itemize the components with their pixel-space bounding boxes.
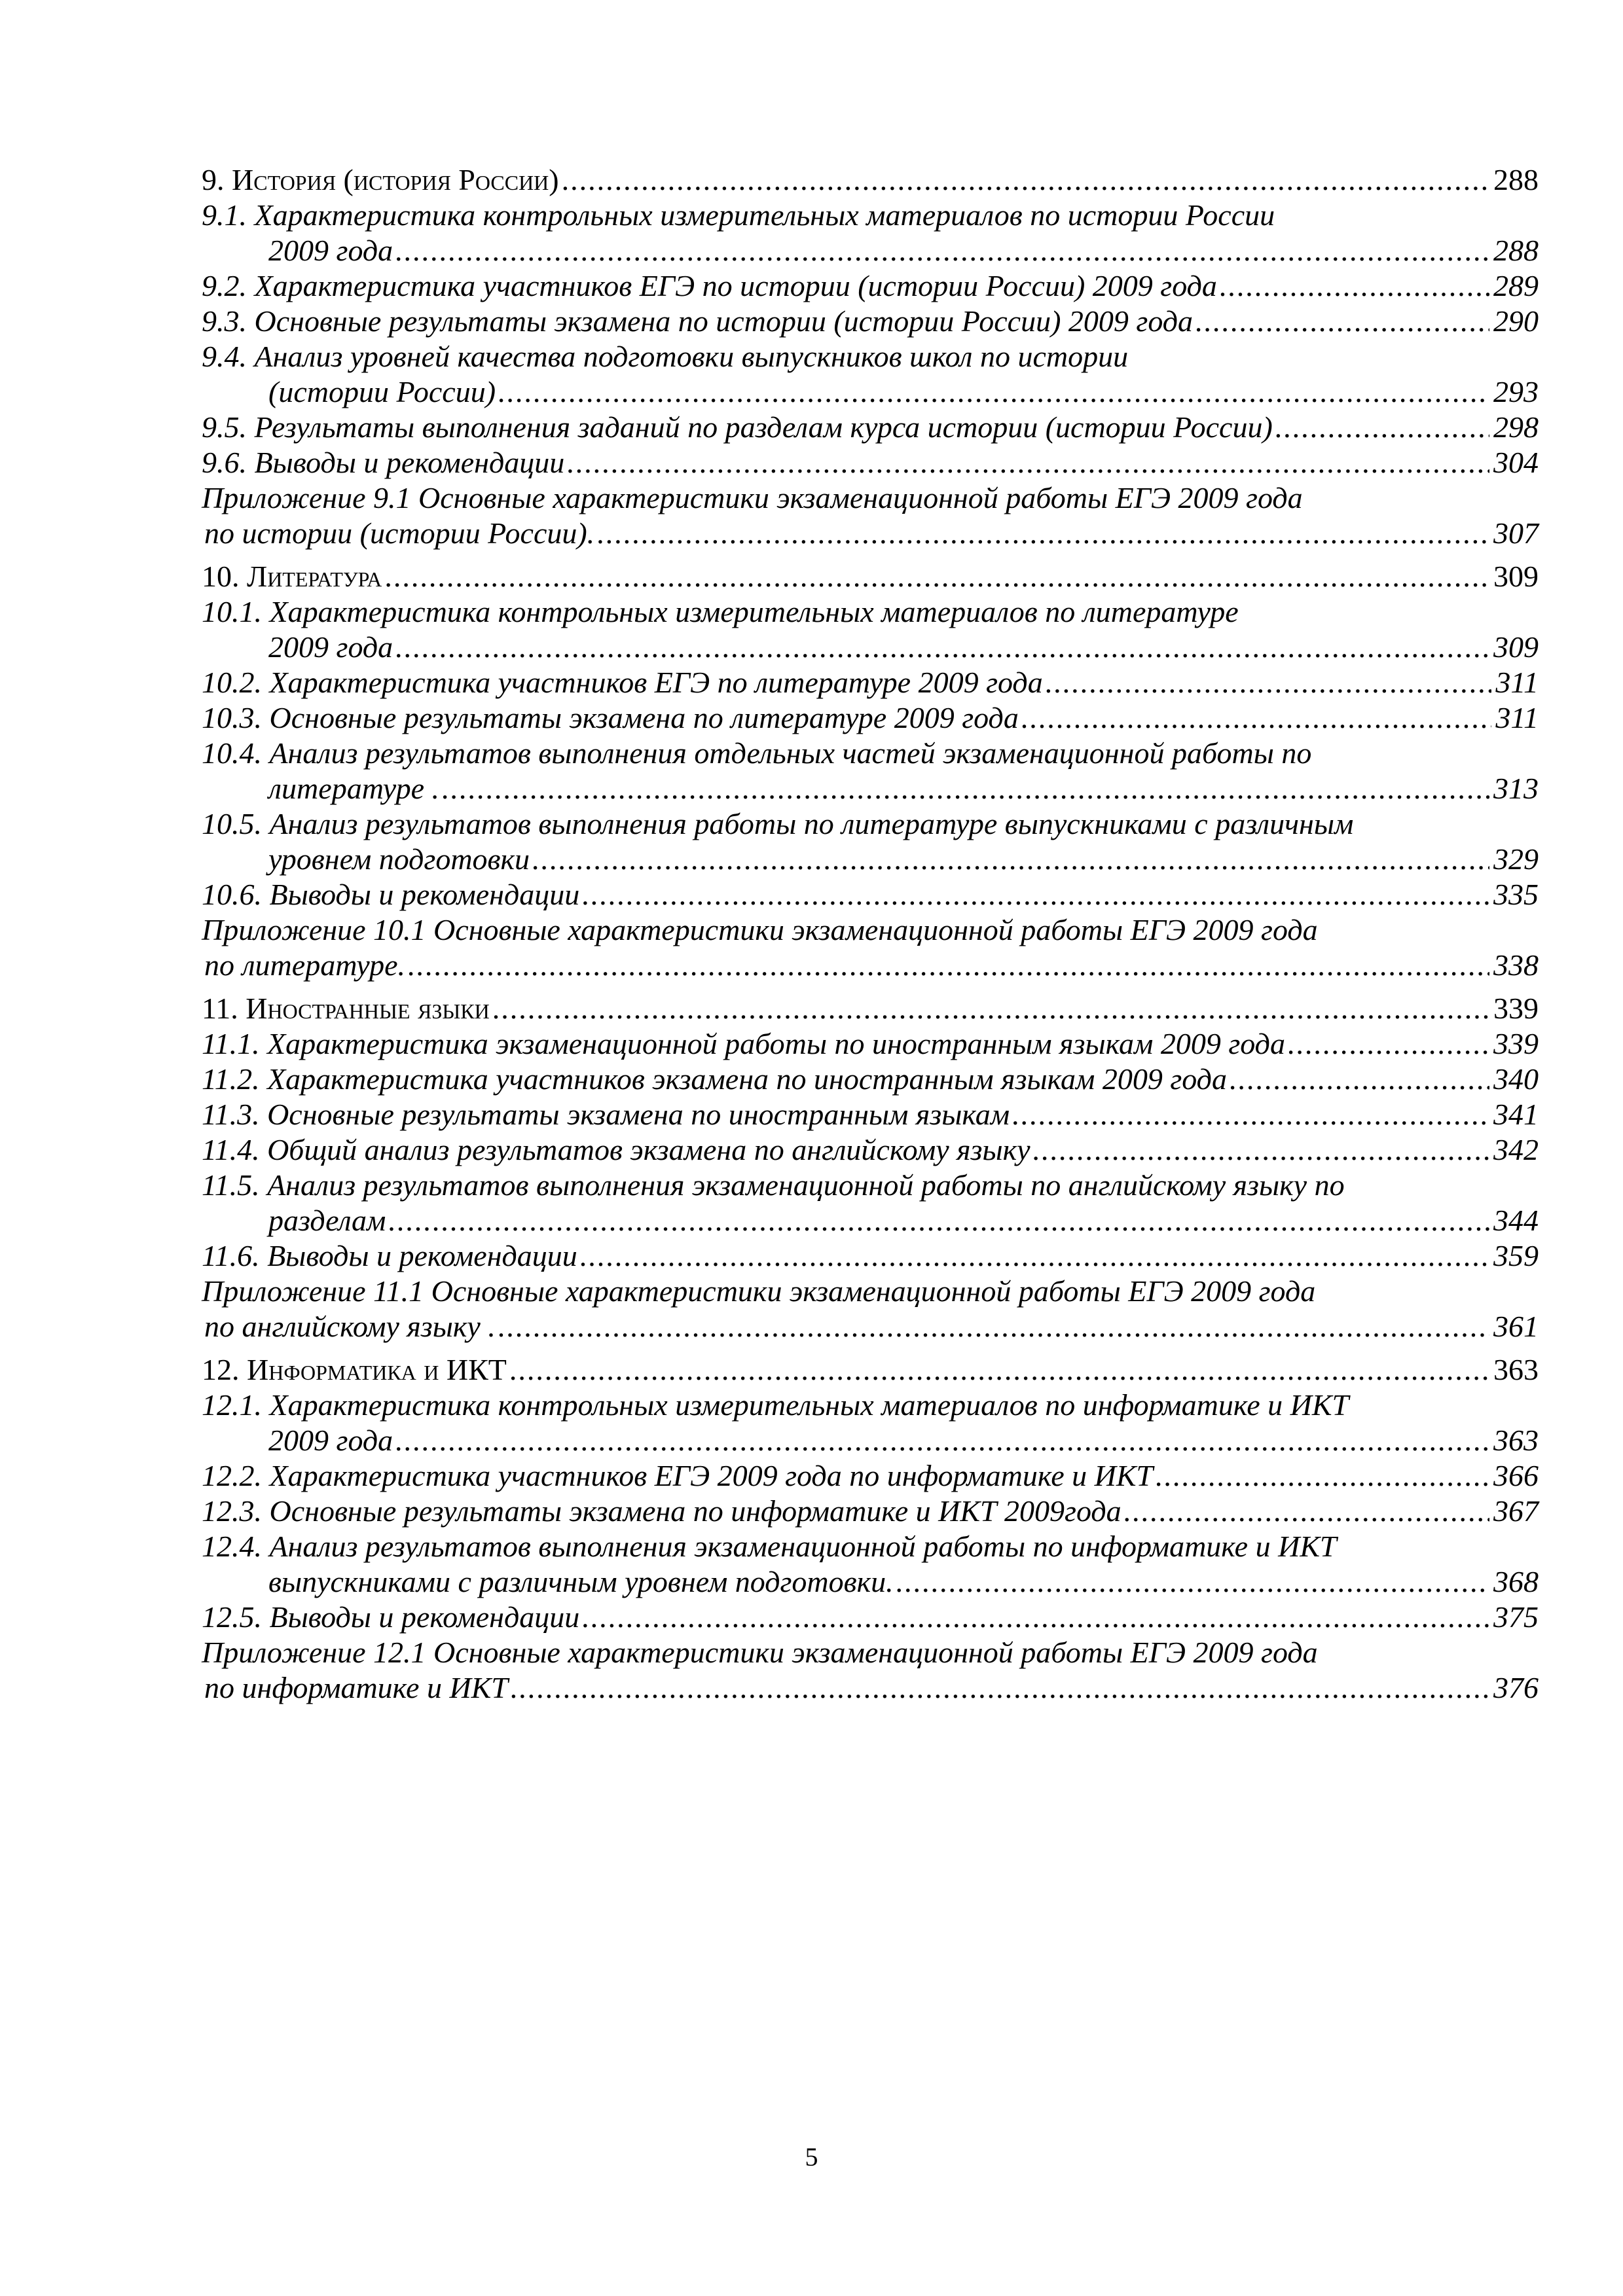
toc-entry-text: 11.4. Общий анализ результатов экзамена по английскому языку [202,1133,1030,1166]
toc-entry-line [202,198,1539,233]
toc-page-number: 375 [1493,1600,1539,1634]
dot-leader [395,233,1489,268]
toc-entry-text: 10.6. Выводы и рекомендации [202,878,580,911]
dot-leader [1021,700,1492,736]
toc-entry-line [202,1388,1539,1423]
toc-page-number: 311 [1495,701,1539,734]
dot-leader [408,948,1489,983]
toc-entry-text: 9.2. Характеристика участников ЕГЭ по истории (истории России) 2009 года [202,269,1217,302]
toc-entry-text: 9.6. Выводы и рекомендации [202,446,565,479]
toc-section-title: 9. История (история России) [202,163,559,196]
toc-entry-text: литературе . [268,772,439,805]
dot-leader [567,445,1489,480]
toc-entry-line [202,445,1539,480]
toc-entry-line [202,374,1539,410]
toc-entry-line [202,1564,1539,1600]
toc-appendix-entry[interactable] [202,912,1539,983]
toc-entry-text: 11.2. Характеристика участников экзамена по иностранным языкам 2009 года [202,1062,1227,1096]
toc-subsection-entry[interactable] [202,1529,1539,1600]
dot-leader [597,516,1489,551]
toc-section-title: 11. Иностранные языки [202,992,490,1025]
toc-page-number: 288 [1493,234,1539,267]
toc-page-number: 290 [1493,304,1539,338]
toc-subsection-entry[interactable] [202,1026,1539,1062]
toc-page-number: 339 [1493,992,1539,1025]
toc-subsection-entry[interactable] [202,1168,1539,1238]
toc-subsection-entry[interactable] [202,594,1539,665]
toc-section [202,991,1539,1344]
toc-entry-text: 9.5. Результаты выполнения заданий по разделам курса истории (истории России) [202,410,1273,444]
toc-page-number: 307 [1493,516,1539,550]
toc-entry-line [202,630,1539,665]
toc-entry-text: 12.1. Характеристика контрольных измерительных материалов по информатике и ИКТ [202,1388,1349,1422]
toc-entry-line [202,1670,1539,1706]
toc-page-number: 289 [1493,269,1539,302]
toc-appendix-entry[interactable] [202,480,1539,551]
toc-section-heading[interactable] [202,991,1539,1026]
toc-entry-line [202,1026,1539,1062]
toc-subsection-entry[interactable] [202,700,1539,736]
toc-entry-text: 12.3. Основные результаты экзамена по информатике и ИКТ 2009года [202,1494,1122,1528]
dot-leader [1156,1458,1489,1494]
toc-entry-text: 12.2. Характеристика участников ЕГЭ 2009 года по информатике и ИКТ [202,1459,1153,1492]
toc-entry-line [202,700,1539,736]
toc-subsection-entry[interactable] [202,665,1539,700]
toc-subsection-entry[interactable] [202,1238,1539,1274]
toc-page-number: 363 [1493,1353,1539,1386]
dot-leader [1230,1062,1489,1097]
toc-entry-line [202,912,1539,948]
toc-entry-line [202,516,1539,551]
dot-leader [896,1564,1489,1600]
toc-entry-line [202,1168,1539,1203]
toc-entry-line [202,736,1539,771]
toc-subsection-entry[interactable] [202,1097,1539,1132]
toc-entry-text: по литературе. [204,948,405,982]
toc-entry-text: 2009 года [268,234,393,267]
toc-subsection-entry[interactable] [202,410,1539,445]
dot-leader [1220,268,1489,304]
toc-page-number: 344 [1493,1204,1539,1237]
dot-leader [1288,1026,1489,1062]
toc-entry-line [202,665,1539,700]
toc-section-heading[interactable] [202,1352,1539,1388]
dot-leader [582,877,1489,912]
dot-leader [562,162,1489,198]
toc-section-heading[interactable] [202,559,1539,594]
toc-entry-line [202,1097,1539,1132]
toc-entry-text: 12.5. Выводы и рекомендации [202,1600,580,1634]
toc-entry-text: Приложение 12.1 Основные характеристики экзаменационной работы ЕГЭ 2009 года [202,1636,1318,1669]
toc-subsection-entry[interactable] [202,1458,1539,1494]
toc-entry-line [202,1529,1539,1564]
dot-leader [384,559,1489,594]
dot-leader [395,1423,1489,1458]
toc-entry-line [202,480,1539,516]
toc-section [202,1352,1539,1706]
toc-entry-line [202,1309,1539,1344]
toc-page-number: 309 [1493,630,1539,664]
toc-entry-line [202,1423,1539,1458]
toc-entry-text: 10.3. Основные результаты экзамена по литературе 2009 года [202,701,1019,734]
toc-entry-line [202,1238,1539,1274]
toc-page-number: 298 [1493,410,1539,444]
toc-page-number: 368 [1493,1565,1539,1598]
toc-page-number: 339 [1493,1027,1539,1060]
toc-entry-text: 2009 года [268,630,393,664]
dot-leader [1195,304,1489,339]
toc-subsection-entry[interactable] [202,304,1539,339]
toc-page-number: 340 [1493,1062,1539,1096]
toc-subsection-entry[interactable] [202,1494,1539,1529]
toc-entry-text: 11.5. Анализ результатов выполнения экзаменационной работы по английскому языку по [202,1168,1345,1202]
toc-page-number: 376 [1493,1671,1539,1704]
table-of-contents [202,162,1539,1706]
toc-section-title: 12. Информатика и ИКТ [202,1353,507,1386]
toc-entry-text: 11.6. Выводы и рекомендации [202,1239,577,1272]
toc-page-number: 342 [1493,1133,1539,1166]
toc-appendix-entry[interactable] [202,1635,1539,1706]
dot-leader [442,771,1489,806]
toc-entry-line [202,1635,1539,1670]
toc-entry-line [202,1062,1539,1097]
toc-entry-line [202,1203,1539,1238]
toc-entry-line [202,842,1539,877]
toc-entry-text: 10.2. Характеристика участников ЕГЭ по литературе 2009 года [202,666,1043,699]
toc-section [202,559,1539,983]
toc-subsection-entry[interactable] [202,339,1539,410]
dot-leader [1012,1097,1489,1132]
dot-leader [498,1309,1489,1344]
toc-subsection-entry[interactable] [202,806,1539,877]
toc-section [202,162,1539,551]
toc-entry-line [202,339,1539,374]
dot-leader [498,374,1489,410]
dot-leader [395,630,1489,665]
toc-entry-text: Приложение 9.1 Основные характеристики экзаменационной работы ЕГЭ 2009 года [202,481,1303,514]
toc-page-number: 338 [1493,948,1539,982]
toc-page-number: 366 [1493,1459,1539,1492]
toc-subsection-entry[interactable] [202,198,1539,268]
toc-entry-text: 9.4. Анализ уровней качества подготовки выпускников школ по истории [202,340,1129,373]
toc-entry-line [202,594,1539,630]
toc-entry-text: по информатике и ИКТ [204,1671,508,1704]
dot-leader [1033,1132,1489,1168]
toc-entry-text: 2009 года [268,1424,393,1457]
toc-subsection-entry[interactable] [202,1062,1539,1097]
dot-leader [509,1352,1489,1388]
toc-entry-text: 10.5. Анализ результатов выполнения работы по литературе выпускниками с различным [202,807,1354,840]
dot-leader [492,991,1489,1026]
toc-page-number: 288 [1493,163,1539,196]
page-number: 5 [805,2142,818,2172]
toc-entry-line [202,233,1539,268]
toc-section-heading[interactable] [202,162,1539,198]
toc-entry-line [202,1600,1539,1635]
toc-entry-text: 9.1. Характеристика контрольных измерительных материалов по истории России [202,198,1275,232]
toc-entry-line [202,877,1539,912]
toc-page-number: 363 [1493,1424,1539,1457]
toc-entry-line [202,304,1539,339]
dot-leader [1046,665,1492,700]
toc-entry-text: 10.4. Анализ результатов выполнения отдельных частей экзаменационной работы по [202,736,1312,770]
toc-page-number: 293 [1493,375,1539,408]
toc-entry-line [202,806,1539,842]
toc-entry-line [202,1458,1539,1494]
toc-page-number: 311 [1495,666,1539,699]
toc-entry-line [202,1494,1539,1529]
toc-entry-text: 11.1. Характеристика экзаменационной работы по иностранным языкам 2009 года [202,1027,1285,1060]
toc-page-number: 313 [1493,772,1539,805]
toc-entry-text: выпускниками с различным уровнем подготовки. [268,1565,894,1598]
toc-entry-text: 10.1. Характеристика контрольных измерительных материалов по литературе [202,595,1239,628]
toc-page-number: 341 [1493,1098,1539,1131]
toc-subsection-entry[interactable] [202,1132,1539,1168]
toc-section-title: 10. Литература [202,560,382,593]
toc-subsection-entry[interactable] [202,736,1539,806]
toc-entry-text: 11.3. Основные результаты экзамена по иностранным языкам [202,1098,1010,1131]
toc-entry-text: по английскому языку . [204,1310,496,1343]
toc-entry-text: Приложение 10.1 Основные характеристики экзаменационной работы ЕГЭ 2009 года [202,913,1318,946]
dot-leader [1124,1494,1489,1529]
toc-page-number: 335 [1493,878,1539,911]
toc-page-number: 367 [1493,1494,1539,1528]
toc-entry-text: по истории (истории России). [204,516,595,550]
dot-leader [532,842,1489,877]
toc-entry-line [202,948,1539,983]
toc-page-number: 359 [1493,1239,1539,1272]
toc-subsection-entry[interactable] [202,445,1539,480]
dot-leader [388,1203,1489,1238]
toc-entry-text: разделам [268,1204,386,1237]
toc-page-number: 309 [1493,560,1539,593]
toc-entry-line [202,1274,1539,1309]
toc-entry-text: 12.4. Анализ результатов выполнения экзаменационной работы по информатике и ИКТ [202,1530,1337,1563]
toc-entry-line [202,1132,1539,1168]
toc-subsection-entry[interactable] [202,1388,1539,1458]
toc-appendix-entry[interactable] [202,1274,1539,1344]
dot-leader [511,1670,1489,1706]
toc-entry-line [202,410,1539,445]
toc-page-number: 329 [1493,842,1539,876]
toc-entry-line [202,771,1539,806]
toc-subsection-entry[interactable] [202,877,1539,912]
toc-page-number: 304 [1493,446,1539,479]
toc-entry-text: (истории России) [268,375,496,408]
dot-leader [580,1238,1489,1274]
toc-entry-text: Приложение 11.1 Основные характеристики экзаменационной работы ЕГЭ 2009 года [202,1274,1316,1308]
toc-page-number: 361 [1493,1310,1539,1343]
toc-entry-text: уровнем подготовки [268,842,530,876]
dot-leader [582,1600,1489,1635]
toc-subsection-entry[interactable] [202,1600,1539,1635]
dot-leader [1275,410,1489,445]
toc-entry-line [202,268,1539,304]
toc-subsection-entry[interactable] [202,268,1539,304]
toc-entry-text: 9.3. Основные результаты экзамена по истории (истории России) 2009 года [202,304,1194,338]
